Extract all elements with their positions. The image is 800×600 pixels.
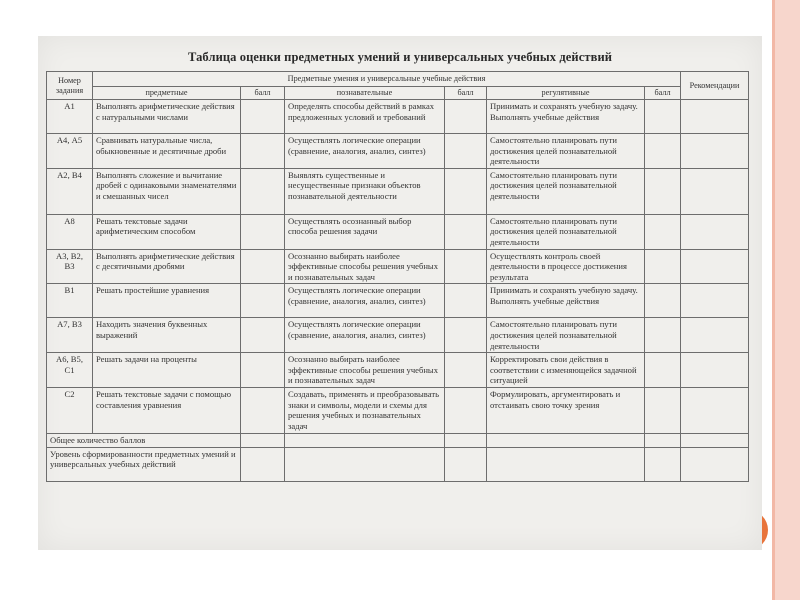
header-recommendations: Рекомендации	[681, 72, 749, 100]
level-label: Уровень сформированности предметных умений и универсальных учебных действий	[47, 447, 241, 481]
recommendation-cell[interactable]	[681, 134, 749, 169]
recommendation-cell[interactable]	[681, 249, 749, 284]
score-cell[interactable]	[645, 249, 681, 284]
score-cell[interactable]	[445, 433, 487, 447]
cognitive-cell: Осознанно выбирать наиболее эффективные способы решения учебных и познавательных задач	[285, 249, 445, 284]
table-row	[47, 284, 749, 318]
regulatory-cell: Принимать и сохранять учебную задачу. Выполнять учебные действия	[487, 100, 645, 134]
score-cell[interactable]	[241, 318, 285, 353]
task-cell: А1	[47, 100, 93, 134]
cognitive-cell: Создавать, применять и преобразовывать знаки и символы, модели и схемы для решения учебных и познавательных задач	[285, 387, 445, 433]
score-cell[interactable]	[445, 318, 487, 353]
score-cell[interactable]	[445, 284, 487, 318]
score-cell[interactable]	[645, 134, 681, 169]
empty-cell	[285, 433, 445, 447]
task-cell: А4, А5	[47, 134, 93, 169]
score-cell[interactable]	[445, 447, 487, 481]
empty-cell	[487, 447, 645, 481]
table-row	[47, 318, 749, 353]
recommendation-cell[interactable]	[681, 100, 749, 134]
task-cell: А3, В2, В3	[47, 249, 93, 284]
regulatory-cell: Самостоятельно планировать пути достижения целей познавательной деятельности	[487, 134, 645, 169]
score-cell[interactable]	[241, 284, 285, 318]
regulatory-cell: Осуществлять контроль своей деятельности в процессе достижения результата	[487, 249, 645, 284]
score-cell[interactable]	[241, 214, 285, 249]
subject-skill-cell: Решать задачи на проценты	[93, 353, 241, 388]
recommendation-cell[interactable]	[681, 318, 749, 353]
level-row	[47, 447, 749, 481]
score-cell[interactable]	[645, 433, 681, 447]
header-group: Предметные умения и универсальные учебные действия	[93, 72, 681, 87]
table-row	[47, 134, 749, 169]
total-score-label: Общее количество баллов	[47, 433, 241, 447]
task-cell: А2, В4	[47, 168, 93, 214]
subject-skill-cell: Решать простейшие уравнения	[93, 284, 241, 318]
subject-skill-cell: Сравнивать натуральные числа, обыкновенные и десятичные дроби	[93, 134, 241, 169]
score-cell[interactable]	[445, 134, 487, 169]
score-cell[interactable]	[645, 447, 681, 481]
header-score: балл	[445, 87, 487, 100]
table-row	[47, 353, 749, 388]
recommendation-cell[interactable]	[681, 387, 749, 433]
score-cell[interactable]	[241, 134, 285, 169]
cognitive-cell: Осознанно выбирать наиболее эффективные способы решения учебных и познавательных задач	[285, 353, 445, 388]
subject-skill-cell: Выполнять сложение и вычитание дробей с одинаковыми знаменателями и смешанных чисел	[93, 168, 241, 214]
header-task-number: Номер задания	[47, 72, 93, 100]
score-cell[interactable]	[241, 353, 285, 388]
scanned-page	[38, 36, 762, 550]
regulatory-cell: Самостоятельно планировать пути достижения целей познавательной деятельности	[487, 318, 645, 353]
decorative-stripe	[775, 0, 800, 600]
score-cell[interactable]	[445, 100, 487, 134]
subject-skill-cell: Выполнять арифметические действия с десятичными дробями	[93, 249, 241, 284]
task-cell: С2	[47, 387, 93, 433]
score-cell[interactable]	[645, 387, 681, 433]
subheader-row	[47, 87, 749, 100]
table-row	[47, 168, 749, 214]
recommendation-cell[interactable]	[681, 353, 749, 388]
recommendation-cell[interactable]	[681, 447, 749, 481]
score-cell[interactable]	[445, 387, 487, 433]
cognitive-cell: Осуществлять логические операции (сравнение, аналогия, анализ, синтез)	[285, 284, 445, 318]
score-cell[interactable]	[241, 433, 285, 447]
regulatory-cell: Принимать и сохранять учебную задачу. Выполнять учебные действия	[487, 284, 645, 318]
header-score: балл	[645, 87, 681, 100]
recommendation-cell[interactable]	[681, 433, 749, 447]
subject-skill-cell: Выполнять арифметические действия с натуральными числами	[93, 100, 241, 134]
score-cell[interactable]	[645, 318, 681, 353]
empty-cell	[487, 433, 645, 447]
score-cell[interactable]	[445, 353, 487, 388]
task-cell: А6, В5, С1	[47, 353, 93, 388]
header-cognitive: познавательные	[285, 87, 445, 100]
score-cell[interactable]	[645, 353, 681, 388]
page-title: Таблица оценки предметных умений и универсальных учебных действий	[187, 50, 613, 64]
header-row	[47, 72, 749, 87]
recommendation-cell[interactable]	[681, 284, 749, 318]
task-cell: А8	[47, 214, 93, 249]
cognitive-cell: Осуществлять логические операции (сравнение, аналогия, анализ, синтез)	[285, 318, 445, 353]
score-cell[interactable]	[645, 284, 681, 318]
assessment-table	[46, 71, 749, 482]
total-row	[47, 433, 749, 447]
score-cell[interactable]	[445, 214, 487, 249]
score-cell[interactable]	[241, 249, 285, 284]
score-cell[interactable]	[445, 249, 487, 284]
score-cell[interactable]	[645, 214, 681, 249]
recommendation-cell[interactable]	[681, 214, 749, 249]
cognitive-cell: Осуществлять осознанный выбор способа решения задачи	[285, 214, 445, 249]
score-cell[interactable]	[241, 447, 285, 481]
score-cell[interactable]	[241, 100, 285, 134]
cognitive-cell: Определять способы действий в рамках предложенных условий и требований	[285, 100, 445, 134]
cognitive-cell: Осуществлять логические операции (сравнение, аналогия, анализ, синтез)	[285, 134, 445, 169]
header-regulatory: регулятивные	[487, 87, 645, 100]
subject-skill-cell: Находить значения буквенных выражений	[93, 318, 241, 353]
empty-cell	[285, 447, 445, 481]
score-cell[interactable]	[445, 168, 487, 214]
header-score: балл	[241, 87, 285, 100]
regulatory-cell: Самостоятельно планировать пути достижения целей познавательной деятельности	[487, 168, 645, 214]
regulatory-cell: Самостоятельно планировать пути достижения целей познавательной деятельности	[487, 214, 645, 249]
subject-skill-cell: Решать текстовые задачи с помощью составления уравнения	[93, 387, 241, 433]
score-cell[interactable]	[241, 387, 285, 433]
regulatory-cell: Формулировать, аргументировать и отстаивать свою точку зрения	[487, 387, 645, 433]
regulatory-cell: Корректировать свои действия в соответствии с изменяющейся задачной ситуацией	[487, 353, 645, 388]
score-cell[interactable]	[241, 168, 285, 214]
subject-skill-cell: Решать текстовые задачи арифметическим способом	[93, 214, 241, 249]
table-row	[47, 214, 749, 249]
score-cell[interactable]	[645, 168, 681, 214]
header-subject: предметные	[93, 87, 241, 100]
table-row	[47, 100, 749, 134]
cognitive-cell: Выявлять существенные и несущественные признаки объектов познавательной деятельности	[285, 168, 445, 214]
task-cell: В1	[47, 284, 93, 318]
table-row	[47, 249, 749, 284]
recommendation-cell[interactable]	[681, 168, 749, 214]
table-row	[47, 387, 749, 433]
score-cell[interactable]	[645, 100, 681, 134]
task-cell: А7, В3	[47, 318, 93, 353]
